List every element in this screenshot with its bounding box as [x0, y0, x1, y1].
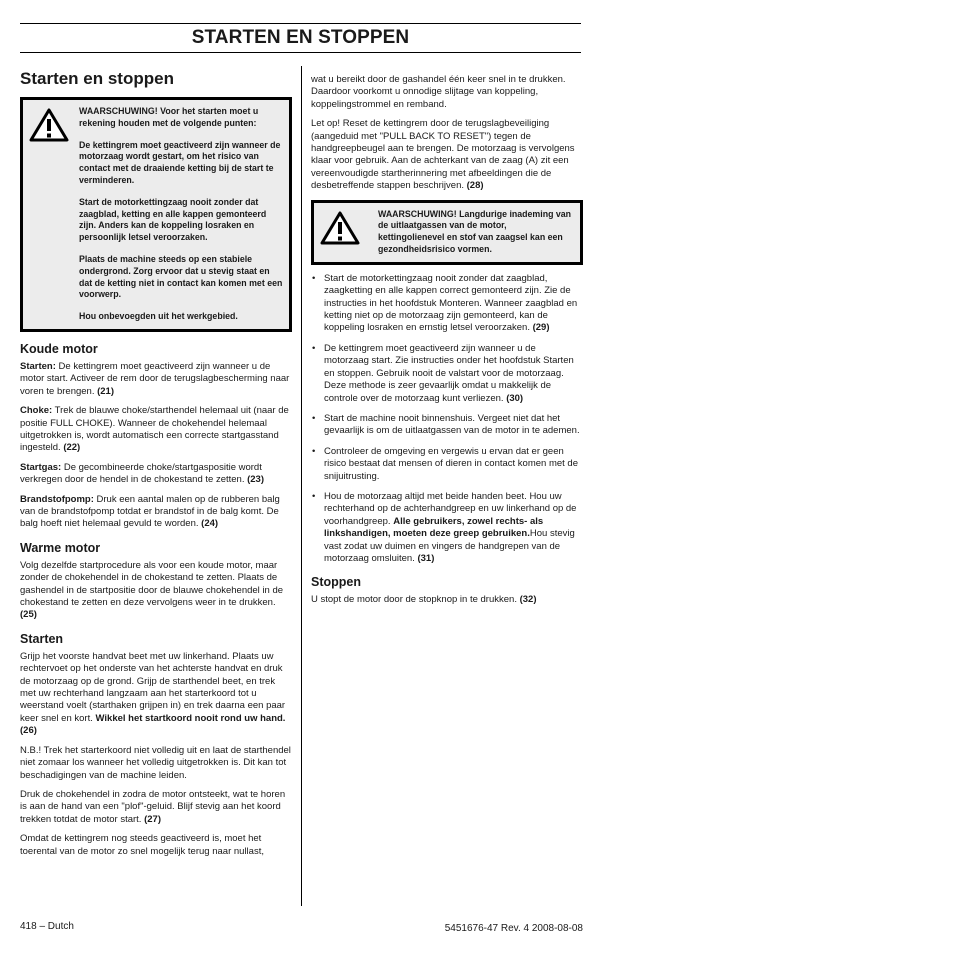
warning-triangle-icon	[29, 106, 79, 323]
ref-warme-motor: (25)	[20, 609, 37, 621]
paragraph-starten-3	[20, 789, 292, 826]
ref-choke: (22)	[63, 442, 81, 454]
ref-let-op: (28)	[466, 180, 484, 192]
paragraph-choke	[20, 405, 292, 455]
list-item	[311, 491, 583, 565]
bullet-text: Start de motorkettingzaag nooit zonder dat zaagblad, zaagketting en alle kappen correct gemonteerd zijn. Zie de instructies in het hoofdstuk Monteren. Wanneer zaagblad en ketting niet op de motorzaag zijn gemonteerd, kan de koppeling losraken en ernstig letsel veroorzaken.	[324, 272, 578, 334]
bold-starten-1: Wikkel het startkoord nooit rond uw hand. (26)	[20, 712, 286, 737]
bullet-ref: (31)	[417, 552, 435, 564]
paragraph-warme-motor	[20, 560, 292, 622]
bullet-ref: (30)	[506, 392, 524, 404]
bullet-text: Start de machine nooit binnenshuis. Vergeet niet dat het gevaarlijk is om de uitlaatgassen van de motor in te ademen.	[324, 412, 580, 437]
paragraph-brandstofpomp	[20, 494, 292, 531]
page-title: STARTEN EN STOPPEN	[191, 27, 410, 48]
label-choke: Choke:	[20, 405, 53, 417]
text-brandstofpomp: Druk een aantal malen op de rubberen balg van de brandstofpomp totdat er brandstof in de balg komt. De balg hoeft niet helemaal gevuld te worden.	[20, 493, 280, 530]
bullet-text-2: Hou stevig vast zodat uw duimen en vingers de handgrepen van de motorzaag omsluiten.	[324, 528, 575, 564]
bullet-ref: (29)	[532, 322, 550, 334]
text-starten-1: Grijp het voorste handvat beet met uw linkerhand. Plaats uw rechtervoet op het onderste van het achterste handvat en druk de motorzaag op de grond. Grijp de starthendel beet, en trek met uw rechterhand langzaam aan het starterkoord tot u weerstand voelt (starthaken grijpen in) en trek daarna een paar keer snel en kort.	[20, 650, 286, 724]
heading-warme-motor: Warme motor	[20, 540, 101, 555]
heading-starten: Starten	[20, 631, 64, 646]
section-title: Starten en stoppen	[20, 69, 174, 88]
bullet-text: Controleer de omgeving en vergewis u ervan dat er geen risico bestaat dat mensen of dieren in contact komen met de snijuitrusting.	[324, 445, 578, 482]
ref-starten-3: (27)	[144, 813, 161, 825]
left-column	[20, 66, 292, 865]
page-number: 418 – Dutch	[20, 921, 74, 932]
ref-startgas: (23)	[247, 474, 265, 486]
text-warme-motor: Volg dezelfde startprocedure als voor een koude motor, maar zonder de chokehendel in de chokestand te zetten. Plaats de gashendel in de startpositie door de blauwe chokehendel in de chokestand te zetten en deze vervolgens weer in te drukken.	[20, 559, 284, 609]
paragraph-starten	[20, 361, 292, 398]
warning-box	[20, 97, 292, 332]
ref-starten: (21)	[97, 385, 115, 397]
warning-p3: Start de motorkettingzaag nooit zonder dat zaagblad, ketting en alle kappen gemonteerd zijn. Anders kan de koppeling losraken en persoonlijk letsel veroorzaken.	[79, 196, 267, 243]
label-startgas: Startgas:	[20, 461, 62, 473]
page-header	[20, 23, 581, 53]
right-column	[311, 74, 583, 614]
paragraph-stoppen	[311, 594, 583, 606]
label-starten: Starten:	[20, 360, 56, 372]
list-item	[311, 343, 583, 405]
warning-p2: De kettingrem moet geactiveerd zijn wanneer de motorzaag wordt gestart, om het risico van contact met de draaiende ketting bij de start te verminderen.	[79, 139, 281, 185]
warning-box-2	[311, 200, 583, 265]
heading-stoppen: Stoppen	[311, 575, 361, 590]
paragraph-let-op	[311, 118, 583, 192]
document-revision: 5451676-47 Rev. 4 2008-08-08	[444, 923, 583, 934]
text-startgas: De gecombineerde choke/startgaspositie wordt verkregen door de hendel in de chokestand te zetten.	[20, 461, 262, 486]
column-divider	[301, 66, 302, 906]
warning-p4: Plaats de machine steeds op een stabiele ondergrond. Zorg ervoor dat u stevig staat en dat de ketting niet in contact kan komen met een voorwerp.	[79, 253, 283, 300]
ref-brandstofpomp: (24)	[201, 518, 219, 530]
paragraph-continued: wat u bereikt door de gashandel één keer snel in te drukken. Daardoor voorkomt u onnodige slijtage van koppeling, koppelingstrommel en remband.	[311, 74, 566, 110]
heading-koude-motor: Koude motor	[20, 341, 98, 356]
text-starten: De kettingrem moet geactiveerd zijn wanneer u de motor start. Activeer de rem door de terugslagbescherming naar voren te brengen.	[20, 360, 290, 397]
warning-text	[79, 106, 283, 323]
bullet-bold: Alle gebruikers, zowel rechts- als linkshandigen, moeten deze greep gebruiken.	[324, 515, 544, 540]
bullet-text: Hou de motorzaag altijd met beide handen beet. Hou uw rechterhand op de achterhandgreep en uw linkerhand op de voorhandgreep.	[324, 490, 577, 527]
label-brandstofpomp: Brandstofpomp:	[20, 493, 94, 505]
list-item	[311, 273, 583, 335]
text-choke: Trek de blauwe choke/starthendel helemaal uit (naar de positie FULL CHOKE). Wanneer de chokehendel helemaal uitgetrokken is, wordt automatisch een correcte startgasstand ingesteld.	[20, 405, 289, 454]
list-item	[311, 446, 583, 483]
list-item	[311, 413, 583, 438]
paragraph-starten-4: Omdat de kettingrem nog steeds geactiveerd is, moet het toerental van de motor zo snel mogelijk terug naar nullast,	[20, 833, 264, 857]
bullet-list	[311, 273, 583, 566]
paragraph-starten-2: N.B.! Trek het starterkoord niet volledig uit en laat de starthendel niet zomaar los wanneer het volledig uitgetrokken is. Dit kan tot beschadigingen van de machine leiden.	[20, 744, 291, 781]
paragraph-startgas	[20, 462, 292, 487]
text-starten-3: Druk de chokehendel in zodra de motor ontsteekt, wat te horen is aan de hand van een "plof"-geluid. Blijf stevig aan het koord trekken totdat de motor start.	[20, 788, 286, 825]
warning-triangle-icon	[320, 209, 378, 256]
paragraph-starten-1	[20, 651, 292, 738]
warning-p5: Hou onbevoegden uit het werkgebied.	[79, 311, 238, 322]
warning-2-text: WAARSCHUWING! Langdurige inademing van de uitlaatgassen van de motor, kettingolienevel en stof van zaagsel kan een gezondheidsrisico vormen.	[378, 208, 572, 255]
warning-text-2	[378, 209, 574, 256]
bullet-text: De kettingrem moet geactiveerd zijn wanneer u de motorzaag start. Zie instructies onder het hoofdstuk Starten en stoppen. Gebruik nooit de valstart voor de motorzaag. Deze methode is zeer gevaarlijk omdat u makkelijk de controle over de motorzaag kunt verliezen.	[324, 342, 574, 404]
warning-p1: WAARSCHUWING! Voor het starten moet u rekening houden met de volgende punten:	[79, 106, 259, 128]
text-let-op: Let op! Reset de kettingrem door de terugslagbeveiliging (aangeduid met "PULL BACK TO RESET") tegen de handgreepbeugel aan te brengen. De motorzaag is vervolgens klaar voor gebruik. Aan de achterkant van de zaag (A) zit een vereenvoudigde startherinnering met afbeeldingen die de desbetreffende stappen beschrijven.	[311, 118, 575, 192]
text-stoppen: U stopt de motor door de stopknop in te drukken.	[311, 594, 520, 606]
ref-stoppen: (32)	[519, 594, 537, 606]
